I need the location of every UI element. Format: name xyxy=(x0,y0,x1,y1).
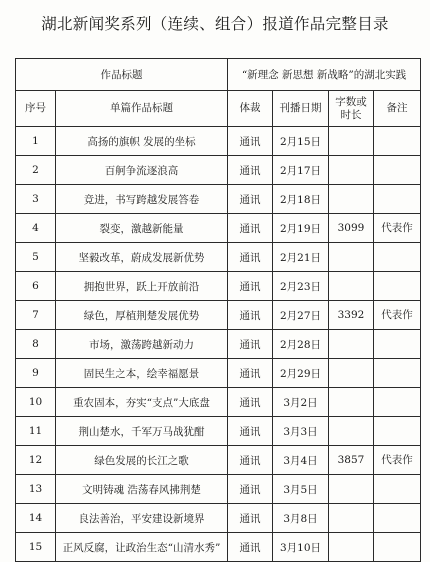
item-title: 文明铸魂 浩荡春风拂荆楚 xyxy=(56,475,228,504)
item-date: 3月5日 xyxy=(273,475,329,504)
table-row xyxy=(16,417,421,446)
table-row xyxy=(16,446,421,475)
item-date: 2月17日 xyxy=(273,156,329,185)
work-title-value: “新理念 新思想 新战略”的湖北实践 xyxy=(228,59,421,91)
table-row xyxy=(16,272,421,301)
item-length xyxy=(329,330,374,359)
item-length xyxy=(329,243,374,272)
item-title: 高扬的旗帜 发展的坐标 xyxy=(56,127,228,156)
item-index: 12 xyxy=(16,446,56,475)
item-index: 9 xyxy=(16,359,56,388)
item-index: 13 xyxy=(16,475,56,504)
item-length xyxy=(329,475,374,504)
item-genre: 通讯 xyxy=(228,330,273,359)
item-index: 2 xyxy=(16,156,56,185)
item-length: 3099 xyxy=(329,214,374,243)
item-index: 1 xyxy=(16,127,56,156)
item-index: 4 xyxy=(16,214,56,243)
item-index: 3 xyxy=(16,185,56,214)
item-genre: 通讯 xyxy=(228,127,273,156)
document-title: 湖北新闻奖系列（连续、组合）报道作品完整目录 xyxy=(41,15,389,33)
table-row xyxy=(16,533,421,562)
item-title: 裂变，激越新能量 xyxy=(56,214,228,243)
item-remark xyxy=(374,475,421,504)
item-genre: 通讯 xyxy=(228,504,273,533)
item-remark xyxy=(374,504,421,533)
item-title: 正风反腐，让政治生态“山清水秀” xyxy=(56,533,228,562)
item-genre: 通讯 xyxy=(228,185,273,214)
table-row xyxy=(16,359,421,388)
item-remark xyxy=(374,388,421,417)
item-index: 5 xyxy=(16,243,56,272)
item-remark: 代表作 xyxy=(374,214,421,243)
column-header-genre: 体裁 xyxy=(228,91,273,127)
column-header-length-line1: 字数或 xyxy=(335,95,367,108)
item-length xyxy=(329,185,374,214)
item-date: 3月8日 xyxy=(273,504,329,533)
item-index: 14 xyxy=(16,504,56,533)
item-genre: 通讯 xyxy=(228,214,273,243)
item-date: 3月2日 xyxy=(273,388,329,417)
item-length: 3857 xyxy=(329,446,374,475)
item-length xyxy=(329,156,374,185)
column-header-length xyxy=(329,91,374,127)
table-row xyxy=(16,214,421,243)
item-remark: 代表作 xyxy=(374,446,421,475)
item-title: 百舸争流逐浪高 xyxy=(56,156,228,185)
item-index: 6 xyxy=(16,272,56,301)
column-header-date: 刊播日期 xyxy=(273,91,329,127)
item-length xyxy=(329,127,374,156)
item-genre: 通讯 xyxy=(228,533,273,562)
item-date: 3月3日 xyxy=(273,417,329,446)
item-index: 8 xyxy=(16,330,56,359)
column-header-remark: 备注 xyxy=(374,91,421,127)
item-title: 绿色，厚植荆楚发展优势 xyxy=(56,301,228,330)
item-date: 2月28日 xyxy=(273,330,329,359)
item-title: 荆山楚水，千军万马战犹酣 xyxy=(56,417,228,446)
item-length xyxy=(329,504,374,533)
item-remark xyxy=(374,272,421,301)
item-genre: 通讯 xyxy=(228,359,273,388)
item-date: 2月21日 xyxy=(273,243,329,272)
table-row xyxy=(16,475,421,504)
item-index: 11 xyxy=(16,417,56,446)
table-row xyxy=(16,301,421,330)
item-genre: 通讯 xyxy=(228,475,273,504)
item-remark xyxy=(374,185,421,214)
column-header-length-line2: 时长 xyxy=(340,108,362,121)
item-remark xyxy=(374,533,421,562)
item-genre: 通讯 xyxy=(228,388,273,417)
item-length xyxy=(329,388,374,417)
item-index: 15 xyxy=(16,533,56,562)
works-catalog-table xyxy=(15,58,421,562)
item-date: 2月18日 xyxy=(273,185,329,214)
work-title-row xyxy=(16,59,421,91)
item-genre: 通讯 xyxy=(228,243,273,272)
table-row xyxy=(16,243,421,272)
table-row xyxy=(16,185,421,214)
item-date: 2月27日 xyxy=(273,301,329,330)
column-header-row xyxy=(16,91,421,127)
item-length xyxy=(329,359,374,388)
item-remark xyxy=(374,359,421,388)
item-title: 固民生之本，绘幸福愿景 xyxy=(56,359,228,388)
item-remark: 代表作 xyxy=(374,301,421,330)
item-genre: 通讯 xyxy=(228,301,273,330)
table-row xyxy=(16,156,421,185)
work-title-label: 作品标题 xyxy=(16,59,228,91)
item-title: 绿色发展的长江之歌 xyxy=(56,446,228,475)
item-length xyxy=(329,272,374,301)
table-row xyxy=(16,388,421,417)
item-title: 重农固本，夯实“支点”大底盘 xyxy=(56,388,228,417)
item-remark xyxy=(374,127,421,156)
item-genre: 通讯 xyxy=(228,156,273,185)
item-remark xyxy=(374,417,421,446)
table-row xyxy=(16,127,421,156)
column-header-index: 序号 xyxy=(16,91,56,127)
item-remark xyxy=(374,156,421,185)
item-date: 2月19日 xyxy=(273,214,329,243)
item-index: 10 xyxy=(16,388,56,417)
item-length: 3392 xyxy=(329,301,374,330)
column-header-title: 单篇作品标题 xyxy=(56,91,228,127)
item-length xyxy=(329,417,374,446)
item-genre: 通讯 xyxy=(228,417,273,446)
item-title: 竞进，书写跨越发展答卷 xyxy=(56,185,228,214)
item-title: 坚毅改革，蔚成发展新优势 xyxy=(56,243,228,272)
item-title: 良法善治，平安建设新境界 xyxy=(56,504,228,533)
item-genre: 通讯 xyxy=(228,272,273,301)
item-genre: 通讯 xyxy=(228,446,273,475)
item-date: 2月23日 xyxy=(273,272,329,301)
table-row xyxy=(16,504,421,533)
item-date: 3月4日 xyxy=(273,446,329,475)
item-date: 2月15日 xyxy=(273,127,329,156)
item-date: 2月29日 xyxy=(273,359,329,388)
item-title: 市场，激荡跨越新动力 xyxy=(56,330,228,359)
item-index: 7 xyxy=(16,301,56,330)
item-date: 3月10日 xyxy=(273,533,329,562)
item-title: 拥抱世界，跃上开放前沿 xyxy=(56,272,228,301)
item-length xyxy=(329,533,374,562)
table-row xyxy=(16,330,421,359)
item-remark xyxy=(374,243,421,272)
item-remark xyxy=(374,330,421,359)
